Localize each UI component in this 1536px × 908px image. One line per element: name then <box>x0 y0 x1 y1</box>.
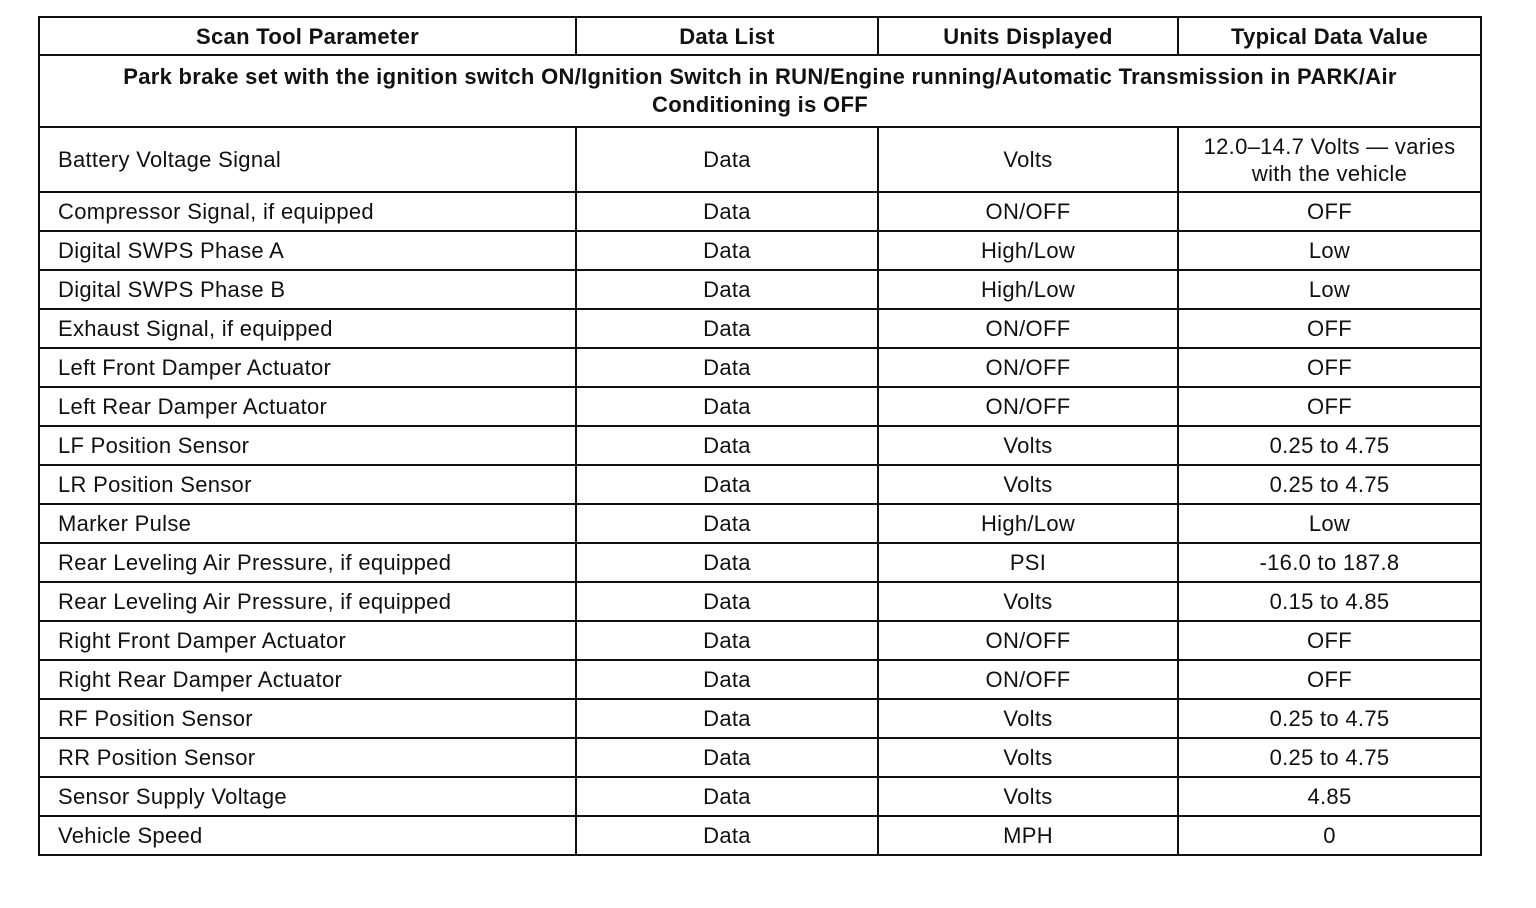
table-row <box>39 231 1481 270</box>
data-list-cell: Data <box>576 309 878 348</box>
units-cell: High/Low <box>878 504 1178 543</box>
table-row <box>39 426 1481 465</box>
data-list-cell: Data <box>576 621 878 660</box>
table-row <box>39 738 1481 777</box>
units-cell: Volts <box>878 699 1178 738</box>
typical-value-cell: 0.15 to 4.85 <box>1178 582 1481 621</box>
typical-value-cell: 0 <box>1178 816 1481 855</box>
units-cell: ON/OFF <box>878 660 1178 699</box>
typical-value-cell: OFF <box>1178 192 1481 231</box>
data-list-cell: Data <box>576 387 878 426</box>
parameter-cell: Exhaust Signal, if equipped <box>39 309 576 348</box>
typical-value-cell: OFF <box>1178 387 1481 426</box>
parameter-cell: Rear Leveling Air Pressure, if equipped <box>39 582 576 621</box>
units-cell: Volts <box>878 465 1178 504</box>
header-units-displayed: Units Displayed <box>878 17 1178 55</box>
table-row <box>39 192 1481 231</box>
data-list-cell: Data <box>576 426 878 465</box>
units-cell: Volts <box>878 582 1178 621</box>
data-list-cell: Data <box>576 192 878 231</box>
typical-value-cell: 12.0–14.7 Volts — varies with the vehicle <box>1178 127 1481 192</box>
header-scan-tool-parameter: Scan Tool Parameter <box>39 17 576 55</box>
data-list-cell: Data <box>576 660 878 699</box>
table-row <box>39 309 1481 348</box>
table-body <box>39 55 1481 855</box>
parameter-cell: LR Position Sensor <box>39 465 576 504</box>
condition-row <box>39 55 1481 127</box>
header-data-list: Data List <box>576 17 878 55</box>
units-cell: High/Low <box>878 231 1178 270</box>
table-row <box>39 348 1481 387</box>
table-row <box>39 465 1481 504</box>
units-cell: ON/OFF <box>878 348 1178 387</box>
data-list-cell: Data <box>576 582 878 621</box>
table-row <box>39 582 1481 621</box>
units-cell: ON/OFF <box>878 621 1178 660</box>
typical-value-cell: Low <box>1178 270 1481 309</box>
units-cell: Volts <box>878 777 1178 816</box>
data-list-cell: Data <box>576 465 878 504</box>
units-cell: ON/OFF <box>878 387 1178 426</box>
parameter-cell: RR Position Sensor <box>39 738 576 777</box>
data-list-cell: Data <box>576 231 878 270</box>
typical-value-cell: 0.25 to 4.75 <box>1178 699 1481 738</box>
typical-value-cell: OFF <box>1178 660 1481 699</box>
parameter-cell: Left Front Damper Actuator <box>39 348 576 387</box>
parameter-cell: LF Position Sensor <box>39 426 576 465</box>
table-row <box>39 621 1481 660</box>
parameter-cell: Right Rear Damper Actuator <box>39 660 576 699</box>
parameter-cell: Marker Pulse <box>39 504 576 543</box>
data-list-cell: Data <box>576 699 878 738</box>
typical-value-cell: 0.25 to 4.75 <box>1178 426 1481 465</box>
typical-value-cell: Low <box>1178 504 1481 543</box>
scan-tool-data-table <box>38 16 1482 856</box>
parameter-cell: Vehicle Speed <box>39 816 576 855</box>
parameter-cell: Sensor Supply Voltage <box>39 777 576 816</box>
typical-value-cell: OFF <box>1178 621 1481 660</box>
units-cell: ON/OFF <box>878 309 1178 348</box>
typical-value-cell: Low <box>1178 231 1481 270</box>
parameter-cell: Rear Leveling Air Pressure, if equipped <box>39 543 576 582</box>
parameter-cell: Right Front Damper Actuator <box>39 621 576 660</box>
table-row <box>39 543 1481 582</box>
parameter-cell: Digital SWPS Phase B <box>39 270 576 309</box>
table-row <box>39 270 1481 309</box>
data-list-cell: Data <box>576 504 878 543</box>
table-row <box>39 504 1481 543</box>
parameter-cell: Compressor Signal, if equipped <box>39 192 576 231</box>
typical-value-cell: -16.0 to 187.8 <box>1178 543 1481 582</box>
units-cell: ON/OFF <box>878 192 1178 231</box>
typical-value-cell: OFF <box>1178 348 1481 387</box>
typical-value-cell: OFF <box>1178 309 1481 348</box>
data-list-cell: Data <box>576 127 878 192</box>
parameter-cell: Left Rear Damper Actuator <box>39 387 576 426</box>
table-header <box>39 17 1481 55</box>
data-list-cell: Data <box>576 543 878 582</box>
data-list-cell: Data <box>576 348 878 387</box>
data-list-cell: Data <box>576 816 878 855</box>
table-row <box>39 387 1481 426</box>
header-row <box>39 17 1481 55</box>
data-list-cell: Data <box>576 270 878 309</box>
table-row <box>39 699 1481 738</box>
table-row <box>39 816 1481 855</box>
typical-value-cell: 0.25 to 4.75 <box>1178 738 1481 777</box>
units-cell: Volts <box>878 127 1178 192</box>
header-typical-data-value: Typical Data Value <box>1178 17 1481 55</box>
units-cell: High/Low <box>878 270 1178 309</box>
typical-value-cell: 0.25 to 4.75 <box>1178 465 1481 504</box>
table-row <box>39 660 1481 699</box>
test-condition: Park brake set with the ignition switch ON/Ignition Switch in RUN/Engine running/Automatic Transmission in PARK/Air Conditioning is OFF <box>39 55 1481 127</box>
table-row <box>39 127 1481 192</box>
parameter-cell: Digital SWPS Phase A <box>39 231 576 270</box>
units-cell: PSI <box>878 543 1178 582</box>
units-cell: Volts <box>878 426 1178 465</box>
parameter-cell: RF Position Sensor <box>39 699 576 738</box>
units-cell: MPH <box>878 816 1178 855</box>
data-list-cell: Data <box>576 738 878 777</box>
units-cell: Volts <box>878 738 1178 777</box>
typical-value-cell: 4.85 <box>1178 777 1481 816</box>
parameter-cell: Battery Voltage Signal <box>39 127 576 192</box>
data-list-cell: Data <box>576 777 878 816</box>
table-row <box>39 777 1481 816</box>
